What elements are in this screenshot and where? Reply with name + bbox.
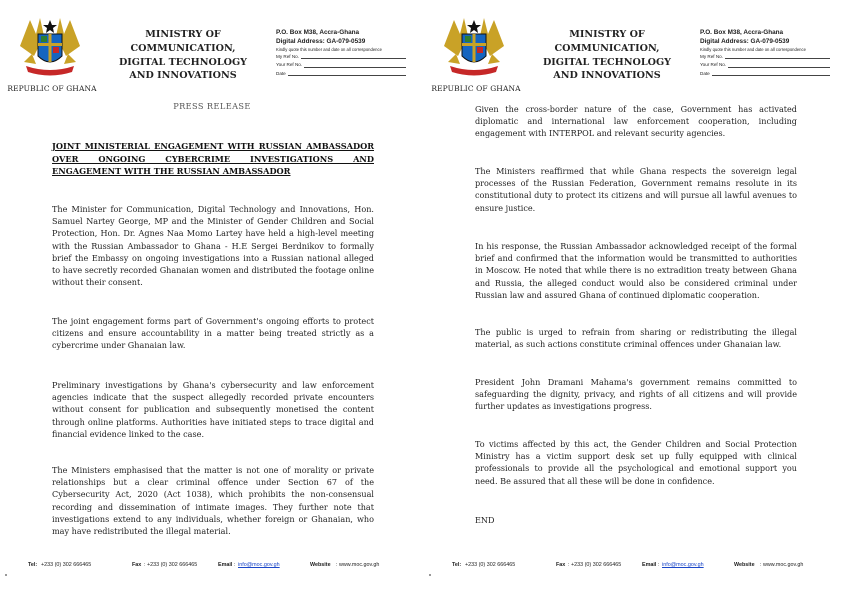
your-ref-field [276, 61, 406, 69]
website-label: Website [310, 562, 331, 568]
ghana-coat-of-arms-icon [438, 16, 510, 82]
republic-label: REPUBLIC OF GHANA [431, 84, 521, 93]
paragraph: The Ministers reaffirmed that while Ghana respects the sovereign legal processes of the Russian Federation, Government remains resolute in its constitutional duty to protect its citizens and will pursue all lawful avenues to ensure justice. [475, 166, 797, 213]
ministry-name: MINISTRY OF COMMUNICATION, DIGITAL TECHNOLOGY AND INNOVATIONS [542, 29, 672, 82]
paragraph: Given the cross-border nature of the case, Government has activated diplomatic and international law enforcement cooperation, including engagement with INTERPOL and relevant security agencies. [475, 104, 797, 139]
release-title: JOINT MINISTERIAL ENGAGEMENT WITH RUSSIAN AMBASSADOR OVER ONGOING CYBERCRIME INVESTIGATIONS AND ENGAGEMENT WITH THE RUSSIAN AMBASSADOR [52, 141, 374, 176]
fax-label: Fax [132, 562, 142, 568]
paragraph: The joint engagement forms part of Government's ongoing efforts to protect citizens and ensure accountability in a matter being treated strictly as a cybercrime under Ghanaian law. [52, 316, 374, 351]
po-box: P.O. Box M38, Accra-Ghana [276, 29, 360, 36]
your-ref-field [700, 61, 830, 69]
contact-block [700, 28, 830, 78]
page-footer: Tel: +233 (0) 302 666465 Fax : +233 (0) 302 666465 Email : info@moc.gov.gh Website : www.moc.gov.gh [452, 562, 804, 568]
page-footer: Tel: +233 (0) 302 666465 Fax : +233 (0) 302 666465 Email : info@moc.gov.gh Website : www.moc.gov.gh [28, 562, 380, 568]
ministry-name: MINISTRY OF COMMUNICATION, DIGITAL TECHNOLOGY AND INNOVATIONS [118, 29, 248, 82]
page-mark [5, 574, 7, 576]
quote-note: Kindly quote this number and date on all correspondence [276, 47, 382, 52]
my-ref-label: My Ref No. [700, 54, 723, 59]
date-field [700, 70, 830, 78]
paragraph: The Ministers emphasised that the matter is not one of morality or private relationships but a clear criminal offence under Section 67 of the Cybersecurity Act, 2020 (Act 1038), which prohibits the non-consensual recording and dissemination of intimate images. They further note that investigations extend to any individuals, whether foreign or Ghanaian, who may have redistributed the illegal material. [52, 465, 374, 537]
ghana-coat-of-arms-icon [14, 16, 86, 82]
paragraph: In his response, the Russian Ambassador acknowledged receipt of the formal brief and confirmed that the information would be transmitted to authorities in Moscow. He noted that while there is no extradition treaty between Ghana and Russia, the alleged conduct would also be considered criminal under Russian law and assured Ghana of continued diplomatic cooperation. [475, 241, 797, 300]
email-link[interactable]: info@moc.gov.gh [662, 562, 704, 568]
paragraph: President John Dramani Mahama's government remains committed to safeguarding the dignity, privacy, and rights of all citizens and will provide further updates as investigations progress. [475, 377, 797, 412]
my-ref-field [276, 53, 406, 61]
press-release-label: PRESS RELEASE [173, 101, 251, 111]
digital-address: Digital Address: GA-079-0539 [700, 38, 790, 45]
paragraph: Preliminary investigations by Ghana's cybersecurity and law enforcement agencies indicate that the suspect allegedly recorded private encounters without consent for publication and subsequently monetised the content through online platforms. Authorities have initiated steps to trace digital and financial evidence linked to the case. [52, 380, 374, 439]
tel-value: +233 (0) 302 666465 [465, 562, 516, 568]
date-label: Date [276, 70, 286, 76]
date-label: Date [700, 70, 710, 76]
fax-value: : +233 (0) 302 666465 [568, 562, 622, 568]
republic-label: REPUBLIC OF GHANA [7, 84, 97, 93]
quote-note: Kindly quote this number and date on all correspondence [700, 47, 806, 52]
tel-label: Tel: [28, 562, 38, 568]
digital-address: Digital Address: GA-079-0539 [276, 38, 366, 45]
website-value: : www.moc.gov.gh [760, 562, 804, 568]
fax-value: : +233 (0) 302 666465 [144, 562, 198, 568]
fax-label: Fax [556, 562, 566, 568]
email-label: Email [642, 562, 657, 568]
website-value: : www.moc.gov.gh [336, 562, 380, 568]
end-marker: END [475, 515, 495, 525]
date-field [276, 70, 406, 78]
my-ref-field [700, 53, 830, 61]
paragraph: To victims affected by this act, the Gender Children and Social Protection Ministry has a victim support desk set up fully equipped with clinical professionals to provide all the psychological and emotional support you need. Be assured that all these will be done in confidence. [475, 439, 797, 486]
email-label: Email [218, 562, 233, 568]
paragraph: The public is urged to refrain from sharing or redistributing the illegal material, as such actions constitute criminal offences under Ghanaian law. [475, 327, 797, 350]
page-2 [424, 0, 848, 600]
tel-label: Tel: [452, 562, 462, 568]
your-ref-label: Your Ref No. [276, 62, 303, 68]
my-ref-label: My Ref No. [276, 54, 299, 59]
email-link[interactable]: info@moc.gov.gh [238, 562, 280, 568]
paragraph: The Minister for Communication, Digital Technology and Innovations, Hon. Samuel Nartey George, MP and the Minister of Gender Children and Social Protection, Hon. Dr. Agnes Naa Momo Lartey have held a high-level meeting with the Russian Ambassador to Ghana - H.E Sergei Berdnikov to formally brief the Embassy on ongoing investigations into a Russian national alleged to have secretly recorded Ghanaian women and distributed the footage online without their consent. [52, 204, 374, 288]
your-ref-label: Your Ref No. [700, 62, 727, 68]
letterhead [0, 14, 424, 94]
letterhead [424, 14, 848, 94]
tel-value: +233 (0) 302 666465 [41, 562, 92, 568]
page-mark [429, 574, 431, 576]
website-label: Website [734, 562, 755, 568]
contact-block [276, 28, 406, 78]
po-box: P.O. Box M38, Accra-Ghana [700, 29, 784, 36]
